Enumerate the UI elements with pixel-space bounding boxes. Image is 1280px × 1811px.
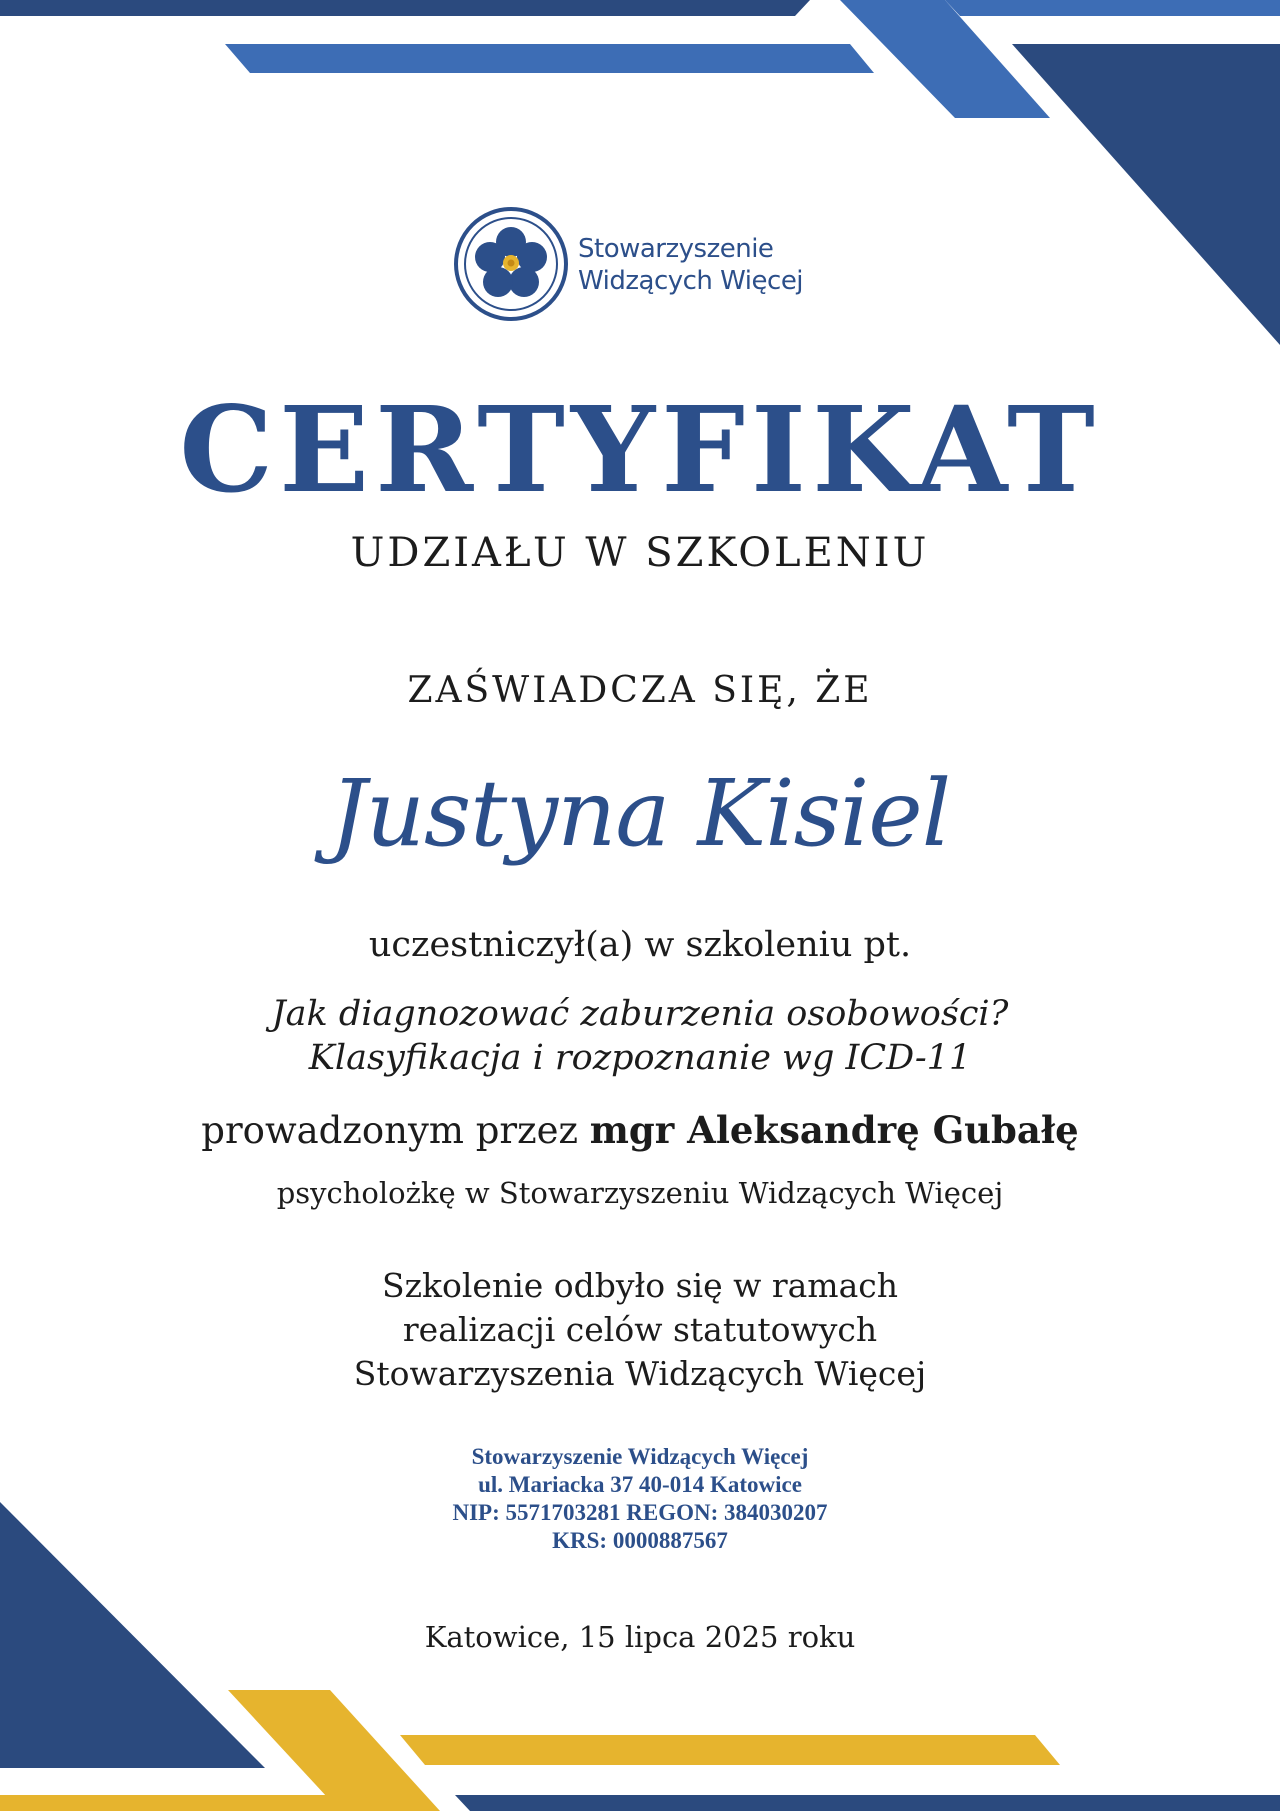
attestation-text: ZAŚWIADCZA SIĘ, ŻE	[407, 670, 873, 711]
logo-line-1: Stowarzyszenie	[578, 234, 774, 264]
course-title-line-1: Jak diagnozować zaburzenia osobowości?	[271, 994, 1009, 1034]
participation-text: uczestniczył(a) w szkoleniu pt.	[368, 925, 912, 965]
bottom-gold-bar	[0, 1795, 375, 1811]
organization-name: Stowarzyszenie Widzących Więcej	[471, 1444, 809, 1469]
instructor-role: psycholożkę w Stowarzyszeniu Widzących Więcej	[276, 1176, 1004, 1210]
forget-me-not-flower-icon	[452, 205, 570, 323]
course-title-line-2: Klasyfikacja i rozpoznanie wg ICD-11	[308, 1038, 972, 1078]
participant-name: Justyna Kisiel	[329, 760, 951, 867]
organization-ids: NIP: 5571703281 REGON: 384030207	[452, 1500, 828, 1525]
bottom-gold-band	[400, 1735, 1060, 1765]
bottom-navy-band	[455, 1795, 1280, 1811]
issue-date: Katowice, 15 lipca 2025 roku	[424, 1620, 856, 1654]
organization-logo	[452, 205, 832, 325]
certificate-title: CERTYFIKAT	[179, 380, 1101, 519]
statement-line-1: Szkolenie odbyło się w ramach	[382, 1266, 898, 1305]
organization-details	[0, 1443, 1280, 1555]
instructor-prefix: prowadzonym przez	[201, 1109, 590, 1152]
instructor-name: mgr Aleksandrę Gubałę	[589, 1108, 1079, 1152]
top-navy-band	[0, 0, 810, 16]
logo-wordmark	[578, 233, 803, 297]
top-blue-band-left	[225, 44, 874, 73]
organization-krs: KRS: 0000887567	[552, 1528, 728, 1553]
bottom-gold-diagonal	[228, 1690, 440, 1811]
statement-line-3: Stowarzyszenia Widzących Więcej	[353, 1354, 927, 1393]
statement-line-2: realizacji celów statutowych	[402, 1310, 878, 1349]
top-blue-diagonal	[840, 0, 1050, 118]
certificate-subtitle: UDZIAŁU W SZKOLENIU	[350, 530, 930, 576]
top-right-navy-triangle	[1012, 44, 1280, 345]
top-blue-band-right	[945, 0, 1280, 16]
organization-address: ul. Mariacka 37 40-014 Katowice	[478, 1472, 802, 1497]
logo-line-2: Widzących Więcej	[578, 266, 804, 296]
instructor-line	[0, 1108, 1280, 1152]
